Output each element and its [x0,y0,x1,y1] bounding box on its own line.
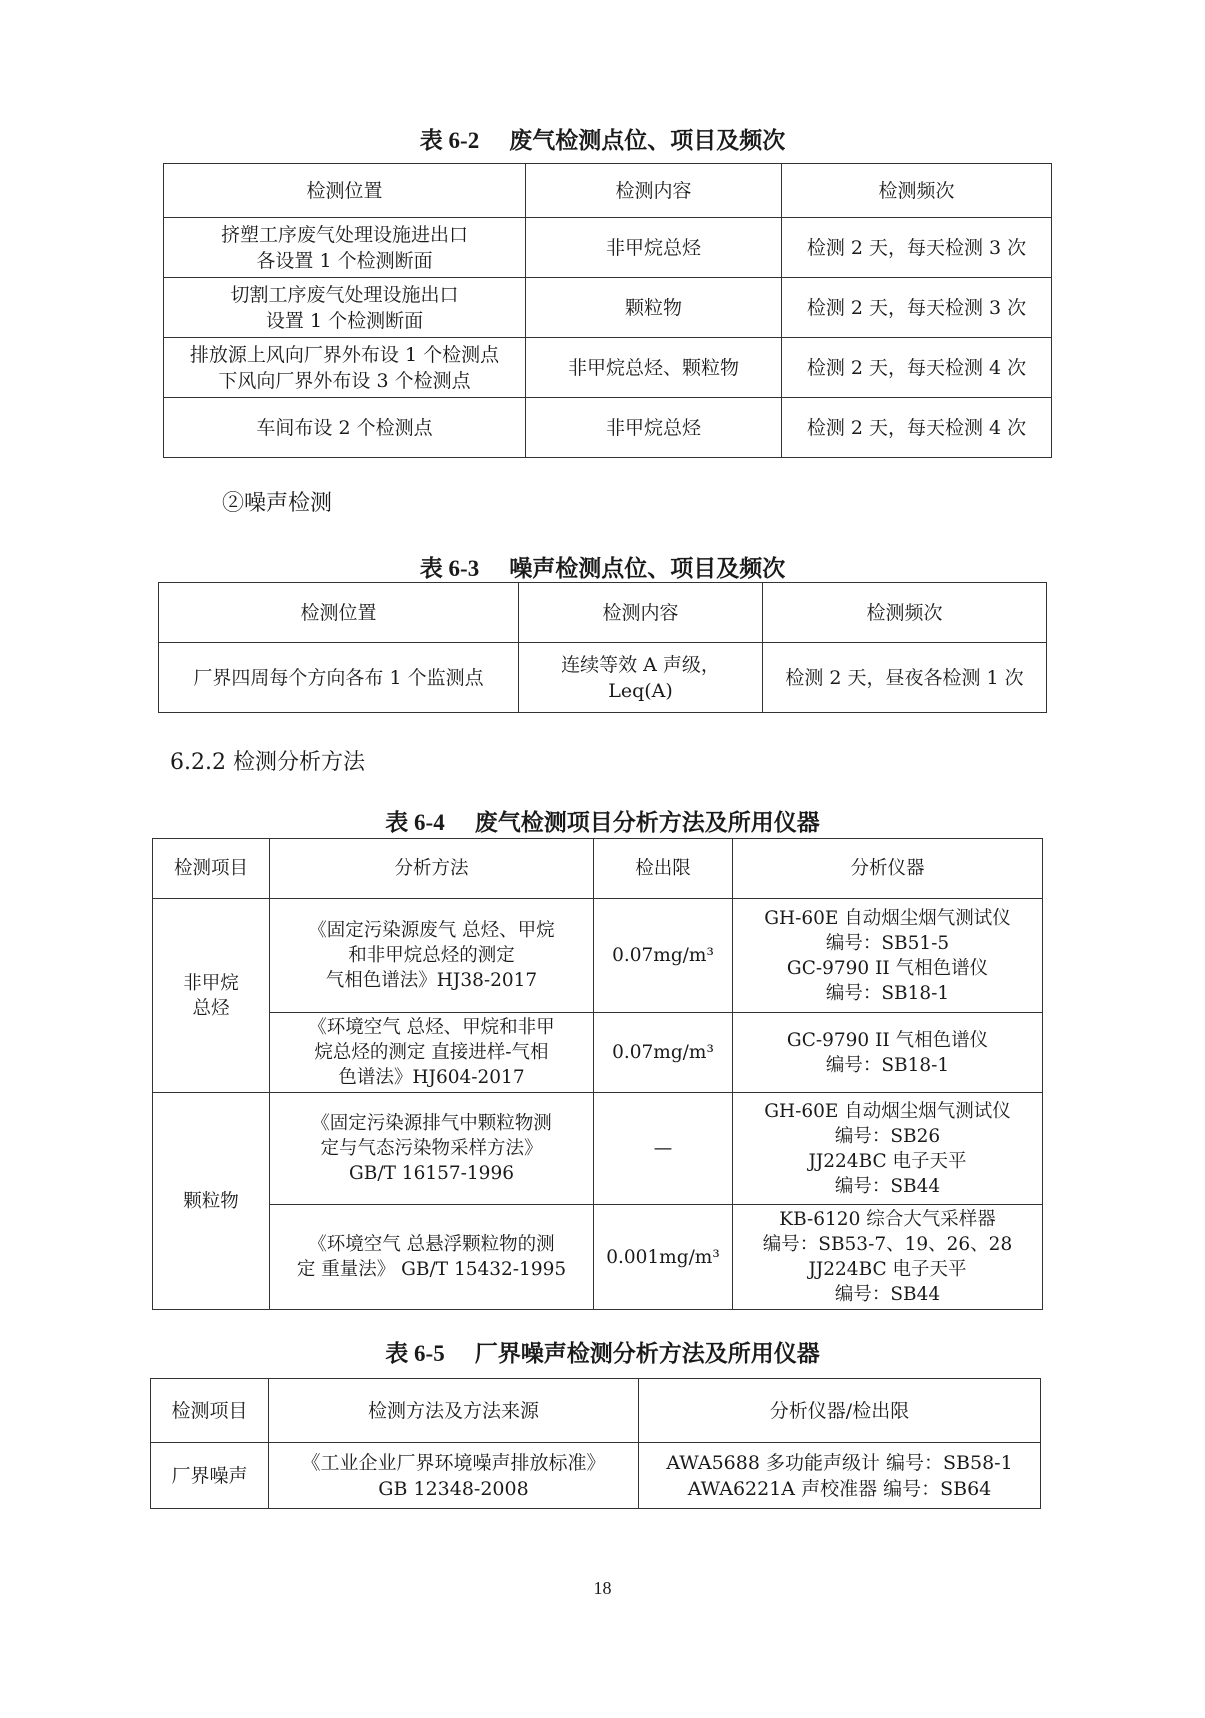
table-row [151,1443,1041,1509]
table-row [164,218,1052,278]
table-header-row [151,1379,1041,1443]
table-cell-item: 非甲烷 总烃 [153,899,270,1093]
header-cell: 检测项目 [151,1379,269,1443]
header-cell: 检出限 [594,839,733,899]
table-cell: 车间布设 2 个检测点 [164,398,526,458]
table-cell: 厂界四周每个方向各布 1 个监测点 [159,643,519,713]
table-cell: 检测 2 天，每天检测 3 次 [782,218,1052,278]
table-row [164,398,1052,458]
header-cell: 检测位置 [159,583,519,643]
table-cell: 颗粒物 [526,278,782,338]
table-header-row [164,164,1052,218]
table-cell: 《固定污染源废气 总烃、甲烷 和非甲烷总烃的测定 气相色谱法》HJ38-2017 [270,899,594,1013]
table-cell: KB-6120 综合大气采样器 编号：SB53-7、19、26、28 JJ224BC 电子天平 编号：SB44 [733,1205,1043,1310]
table-cell: 《环境空气 总烃、甲烷和非甲 烷总烃的测定 直接进样-气相 色谱法》HJ604-2017 [270,1013,594,1093]
table-cell: 非甲烷总烃、颗粒物 [526,338,782,398]
table-cell: 挤塑工序废气处理设施进出口 各设置 1 个检测断面 [164,218,526,278]
table-cell: 0.07mg/m³ [594,1013,733,1093]
table-cell: 非甲烷总烃 [526,218,782,278]
table-cell: 切割工序废气处理设施出口 设置 1 个检测断面 [164,278,526,338]
table-6-4 [152,838,1043,1310]
table-6-3 [158,582,1047,713]
table-cell: 0.001mg/m³ [594,1205,733,1310]
caption-number: 表 6-4 [385,810,445,835]
header-cell: 检测内容 [526,164,782,218]
header-cell: 检测频次 [782,164,1052,218]
caption-title: 噪声检测点位、项目及频次 [509,555,786,582]
table-6-2-caption [0,122,1205,155]
table-row [153,899,1043,1013]
table-cell: 厂界噪声 [151,1443,269,1509]
table-6-5 [150,1378,1041,1509]
table-cell: 检测 2 天，每天检测 4 次 [782,398,1052,458]
table-cell: 0.07mg/m³ [594,899,733,1013]
header-cell: 检测位置 [164,164,526,218]
table-cell: GH-60E 自动烟尘烟气测试仪 编号：SB26 JJ224BC 电子天平 编号：SB44 [733,1093,1043,1205]
table-header-row [153,839,1043,899]
caption-number: 表 6-5 [385,1341,445,1366]
table-cell: 《固定污染源排气中颗粒物测 定与气态污染物采样方法》 GB/T 16157-1996 [270,1093,594,1205]
noise-heading: ②噪声检测 [222,491,333,516]
table-cell: 排放源上风向厂界外布设 1 个检测点 下风向厂界外布设 3 个检测点 [164,338,526,398]
section-heading: 6.2.2 检测分析方法 [170,750,365,775]
table-row [164,338,1052,398]
table-6-4-caption [0,804,1205,837]
header-cell: 检测项目 [153,839,270,899]
table-row [153,1093,1043,1205]
caption-title: 厂界噪声检测分析方法及所用仪器 [474,1340,820,1367]
caption-title: 废气检测点位、项目及频次 [509,127,786,154]
table-cell: 《环境空气 总悬浮颗粒物的测 定 重量法》 GB/T 15432-1995 [270,1205,594,1310]
table-row [164,278,1052,338]
table-cell: 检测 2 天，每天检测 4 次 [782,338,1052,398]
table-cell: GC-9790 II 气相色谱仪 编号：SB18-1 [733,1013,1043,1093]
header-cell: 分析仪器/检出限 [639,1379,1041,1443]
table-cell: 检测 2 天，每天检测 3 次 [782,278,1052,338]
header-cell: 检测内容 [519,583,763,643]
header-cell: 分析仪器 [733,839,1043,899]
table-header-row [159,583,1047,643]
table-cell: 《工业企业厂界环境噪声排放标准》 GB 12348-2008 [269,1443,639,1509]
header-cell: 分析方法 [270,839,594,899]
caption-number: 表 6-2 [419,128,480,153]
table-cell: 连续等效 A 声级， Leq(A) [519,643,763,713]
table-6-2 [163,163,1052,458]
table-cell: — [594,1093,733,1205]
header-cell: 检测方法及方法来源 [269,1379,639,1443]
table-cell: 检测 2 天，昼夜各检测 1 次 [763,643,1047,713]
table-6-3-caption [0,550,1205,583]
table-cell-item: 颗粒物 [153,1093,270,1310]
caption-number: 表 6-3 [419,556,480,581]
table-row [153,1205,1043,1310]
table-row [153,1013,1043,1093]
page-number: 18 [593,1578,612,1598]
table-cell: AWA5688 多功能声级计 编号：SB58-1 AWA6221A 声校准器 编号：SB64 [639,1443,1041,1509]
caption-title: 废气检测项目分析方法及所用仪器 [474,809,820,836]
header-cell: 检测频次 [763,583,1047,643]
table-cell: GH-60E 自动烟尘烟气测试仪 编号：SB51-5 GC-9790 II 气相色谱仪 编号：SB18-1 [733,899,1043,1013]
table-row [159,643,1047,713]
table-cell: 非甲烷总烃 [526,398,782,458]
table-6-5-caption [0,1335,1205,1368]
